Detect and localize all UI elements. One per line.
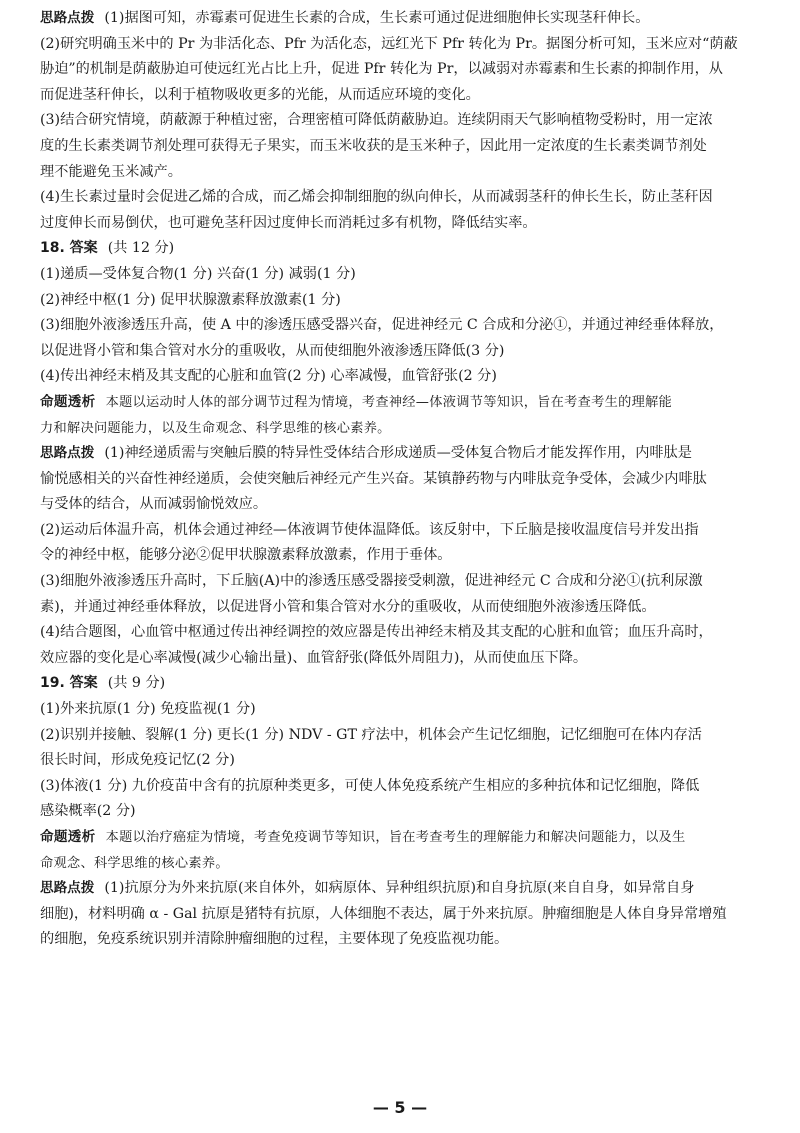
answer-line: (1)递质—受体复合物(1 分) 兴奋(1 分) 减弱(1 分): [40, 265, 356, 282]
answer-line: (2)神经中枢(1 分) 促甲状腺激素释放激素(1 分): [40, 291, 341, 308]
answer-line: (4)传出神经末梢及其支配的心脏和血管(2 分) 心率减慢，血管舒张(2 分): [40, 368, 497, 385]
tips-line: [40, 441, 760, 467]
answer-line: (1)外来抗原(1 分) 免疫监视(1 分): [40, 701, 256, 718]
tips-line: (3)细胞外液渗透压升高时，下丘脑(A)中的渗透压感受器接受刺激，促进神经元 C 合成和分泌①(抗利尿激: [40, 573, 703, 590]
tips-text: (1)神经递质需与突触后膜的特异性受体结合形成递质—受体复合物后才能发挥作用，内啡肽是: [104, 445, 692, 462]
tips-line: 度的生长素类调节剂处理可获得无子果实，而玉米收获的是玉米种子，因此用一定浓度的生长素类调节剂处: [40, 137, 707, 154]
tips-line: 与受体的结合，从而减弱愉悦效应。: [40, 496, 268, 513]
question-number: 18. 答案: [40, 240, 98, 257]
analysis-line: [40, 390, 760, 416]
tips-line: 的细胞，免疫系统识别并清除肿瘤细胞的过程，主要体现了免疫监视功能。: [40, 931, 509, 948]
tips-text: (1)抗原分为外来抗原(来自体外，如病原体、异种组织抗原)和自身抗原(来自自身，如异常自身: [104, 880, 695, 897]
analysis-line: 命观念、科学思维的核心素养。: [40, 855, 229, 871]
answer-line: (2)识别并接触、裂解(1 分) 更长(1 分) NDV - GT 疗法中，机体会产生记忆细胞，记忆细胞可在体内存活: [40, 726, 702, 743]
answer-line: (3)细胞外液渗透压升高，使 A 中的渗透压感受器兴奋，促进神经元 C 合成和分泌①，并通过神经垂体释放，: [40, 317, 724, 334]
answer-line: (3)体液(1 分) 九价疫苗中含有的抗原种类更多，可使人体免疫系统产生相应的多种抗体和记忆细胞，降低: [40, 777, 700, 794]
tips-line: 理不能避免玉米减产。: [40, 163, 182, 180]
tips-line: 素)，并通过神经垂体释放，以促进肾小管和集合管对水分的重吸收，从而使细胞外液渗透压降低。: [40, 598, 656, 615]
tips-line: [40, 6, 760, 32]
tips-line: 而促进茎秆伸长，以利于植物吸收更多的光能，从而适应环境的变化。: [40, 86, 480, 103]
tips-line: (4)生长素过量时会促进乙烯的合成，而乙烯会抑制细胞的纵向伸长，从而减弱茎秆的伸长生长，防止茎秆因: [40, 189, 713, 206]
tips-line: [40, 876, 760, 902]
analysis-text: 本题以运动时人体的部分调节过程为情境，考查神经—体液调节等知识，旨在考查考生的理解能: [105, 394, 673, 410]
tips-line: (2)运动后体温升高，机体会通过神经—体液调节使体温降低。该反射中，下丘脑是接收温度信号并发出指: [40, 521, 699, 538]
tips-line: (3)结合研究情境，荫蔽源于种植过密，合理密植可降低荫蔽胁迫。连续阴雨天气影响植物受粉时，用一定浓: [40, 112, 713, 129]
tips-label: 思路点拨: [40, 10, 95, 26]
tips-label: 思路点拨: [40, 880, 95, 897]
analysis-line: [40, 825, 760, 851]
answer-line: 以促进肾小管和集合管对水分的重吸收，从而使细胞外液渗透压降低(3 分): [40, 342, 505, 359]
tips-line: 愉悦感相关的兴奋性神经递质，会使突触后神经元产生兴奋。某镇静药物与内啡肽竞争受体，会减少内啡肽: [40, 470, 707, 487]
answer-line: 感染概率(2 分): [40, 803, 136, 820]
answer-line: 很长时间，形成免疫记忆(2 分): [40, 752, 235, 769]
question-number: 19. 答案: [40, 675, 98, 692]
tips-label: 思路点拨: [40, 445, 95, 462]
analysis-label: 命题透析: [40, 829, 96, 845]
question-19-header: [40, 671, 760, 697]
analysis-label: 命题透析: [40, 393, 96, 410]
question-18-header: [40, 236, 760, 262]
tips-line: (4)结合题图，心血管中枢通过传出神经调控的效应器是传出神经末梢及其支配的心脏和血管；血压升高时，: [40, 624, 713, 641]
tips-line: 胁迫”的机制是荫蔽胁迫可使远红光占比上升，促进 Pfr 转化为 Pr，以减弱对赤霉素和生长素的抑制作用，从: [40, 61, 723, 78]
analysis-text: 本题以治疗癌症为情境，考查免疫调节等知识，旨在考查考生的理解能力和解决问题能力，以及生: [105, 830, 686, 845]
analysis-line: 力和解决问题能力，以及生命观念、科学思维的核心素养。: [40, 420, 391, 436]
tips-line: 令的神经中枢，能够分泌②促甲状腺激素释放激素，作用于垂体。: [40, 547, 452, 564]
tips-line: 过度伸长而易倒伏，也可避免茎秆因过度伸长而消耗过多有机物，降低结实率。: [40, 214, 537, 231]
question-score: (共 9 分): [107, 675, 166, 692]
tips-line: 效应器的变化是心率减慢(减少心输出量)、血管舒张(降低外周阻力)，从而使血压下降。: [40, 649, 588, 666]
tips-text: (1)据图可知，赤霉素可促进生长素的合成，生长素可通过促进细胞伸长实现茎秆伸长。: [104, 10, 650, 26]
page-number: — 5 —: [372, 1098, 428, 1117]
tips-line: (2)研究明确玉米中的 Pr 为非活化态、Pfr 为活化态，远红光下 Pfr 转化为 Pr。据图分析可知，玉米应对“荫蔽: [40, 35, 738, 52]
question-score: (共 12 分): [107, 240, 175, 257]
tips-line: 细胞)，材料明确 α - Gal 抗原是猪特有抗原，人体细胞不表达，属于外来抗原。肿瘤细胞是人体自身异常增殖: [40, 905, 727, 922]
